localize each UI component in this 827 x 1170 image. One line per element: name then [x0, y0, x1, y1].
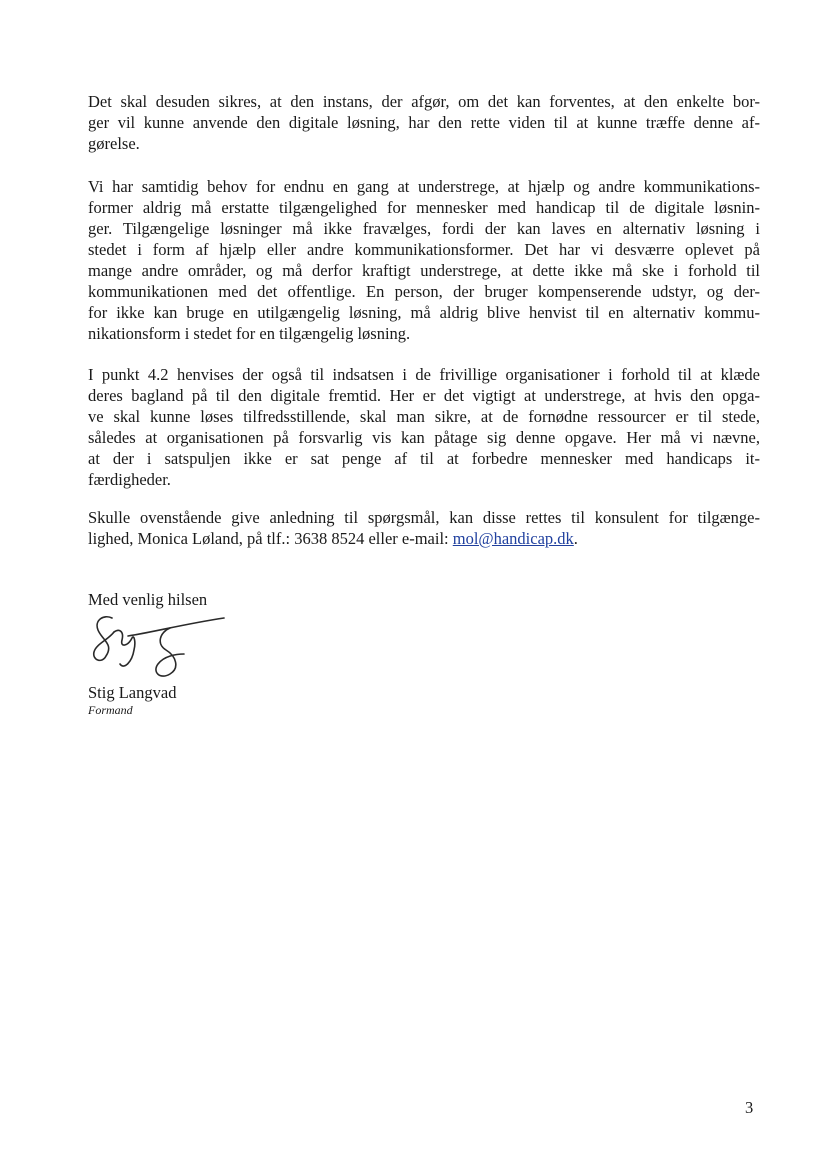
contact-suffix: . — [573, 529, 578, 548]
text-line: deres bagland på til den digitale fremtid. Her er det vigtigt at understrege, at hvis den opga- — [88, 386, 760, 405]
paragraph-accessibility — [88, 176, 760, 344]
text-line: færdigheder. — [88, 470, 171, 489]
signer-name: Stig Langvad — [88, 683, 177, 702]
paragraph-contact — [88, 507, 760, 549]
closing-salutation: Med venlig hilsen — [88, 590, 208, 609]
handwritten-signature — [84, 610, 229, 685]
paragraph-volunteer-organisations — [88, 364, 760, 490]
text-line: kommunikationen med det offentlige. En person, der bruger kompenserende udstyr, og der- — [88, 282, 760, 301]
text-line: Skulle ovenstående give anledning til spørgsmål, kan disse rettes til konsulent for tilgænge- — [88, 508, 760, 527]
email-link[interactable]: mol@handicap.dk — [452, 529, 574, 548]
text-line: mange andre områder, og må derfor kraftigt understrege, at dette ikke må ske i forhold til — [88, 261, 760, 280]
text-line: således at organisationen på forsvarlig vis kan påtage sig denne opgave. Her må vi nævne, — [88, 428, 760, 447]
text-line: former aldrig må erstatte tilgængelighed for mennesker med handicap til de digitale løsnin- — [88, 198, 760, 217]
text-line: I punkt 4.2 henvises der også til indsatsen i de frivillige organisationer i forhold til at klæde — [88, 365, 760, 384]
text-line-contact — [88, 528, 760, 549]
text-line: nikationsform i stedet for en tilgængelig løsning. — [88, 324, 411, 343]
text-line: ger vil kunne anvende den digitale løsning, har den rette viden til at kunne træffe denne af- — [88, 113, 760, 132]
paragraph-verification — [88, 91, 760, 154]
contact-prefix: lighed, Monica Løland, på tlf.: 3638 8524 eller e-mail: — [88, 529, 453, 548]
text-line: gørelse. — [88, 134, 140, 153]
text-line: at der i satspuljen ikke er sat penge af til at forbedre mennesker med handicaps it- — [88, 449, 760, 468]
text-line: ve skal kunne løses tilfredsstillende, skal man sikre, at de fornødne ressourcer er til stede, — [88, 407, 760, 426]
page-number: 3 — [745, 1098, 754, 1117]
text-line: for ikke kan bruge en utilgængelig løsning, må aldrig blive henvist til en alternativ kommu- — [88, 303, 760, 322]
text-line: Det skal desuden sikres, at den instans, der afgør, om det kan forventes, at den enkelte bor- — [88, 92, 760, 111]
signer-role: Formand — [88, 703, 133, 717]
text-line: Vi har samtidig behov for endnu en gang at understrege, at hjælp og andre kommunikations- — [88, 177, 760, 196]
text-line: stedet i form af hjælp eller andre kommunikationsformer. Det har vi desværre oplevet på — [88, 240, 760, 259]
text-line: ger. Tilgængelige løsninger må ikke fravælges, fordi der kan laves en alternativ løsning i — [88, 219, 760, 238]
